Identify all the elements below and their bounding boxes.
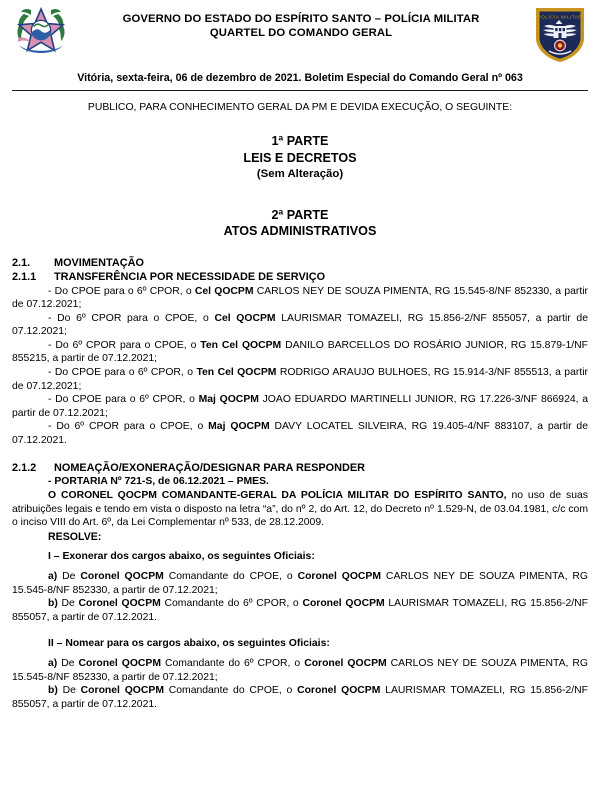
transfer-item bbox=[12, 420, 588, 447]
transfer-item-rank: Cel QOCPM bbox=[214, 312, 276, 324]
portaria-preamble-legal-basis: no uso de suas atribuições legais e tendo em vista o disposto na letra “a”, do nº 2, do Art. 12, do Decreto nº 1.529-N, de 03.04.1981, c/c com o inciso VIII do Art. 6º, da Lei Complementar nº 533, de 28.12.2009. bbox=[12, 490, 588, 529]
transfer-item-rank: Maj QOCPM bbox=[198, 394, 259, 406]
section-2-1-2-heading bbox=[12, 461, 588, 476]
transfer-item-prefix: - Do 6º CPOR para o CPOE, o bbox=[48, 421, 209, 433]
part-1-block bbox=[12, 133, 588, 183]
portaria-reference: - PORTARIA Nº 721-S, de 06.12.2021 – PMES. bbox=[48, 476, 269, 488]
transfer-item-rest: JOAO EDUARDO MARTINELLI JUNIOR, RG 17.226-3/NF 866924, a partir de 07.12.2021; bbox=[12, 394, 589, 419]
transfer-item-rest: CARLOS NEY DE SOUZA PIMENTA, RG 15.545-8/NF 852330, a partir de 07.12.2021; bbox=[12, 285, 588, 311]
appointment-item-rank-from: Coronel QOCPM bbox=[78, 658, 161, 670]
transfer-item-prefix: - Do CPOE para o 6º CPOR, o bbox=[48, 367, 197, 379]
exoneration-item-rest: LAURISMAR TOMAZELI, RG 15.856-2/NF 855057, a partir de 07.12.2021. bbox=[12, 598, 588, 623]
brasao-espirito-santo-icon bbox=[12, 4, 70, 62]
exoneration-item-mid1: De bbox=[57, 598, 79, 610]
exoneration-item-rank-officer: Coronel QOCPM bbox=[302, 598, 385, 610]
exoneration-item bbox=[12, 597, 588, 624]
section-2-1-2 bbox=[12, 461, 588, 712]
transfer-item-rank: Ten Cel QOCPM bbox=[196, 367, 277, 379]
transfer-item bbox=[12, 339, 588, 366]
svg-text:POLÍCIA MILITAR: POLÍCIA MILITAR bbox=[537, 14, 583, 20]
masthead-titles bbox=[70, 4, 532, 40]
spacer bbox=[12, 448, 588, 461]
policia-militar-shield-icon bbox=[532, 4, 588, 64]
section-2-1 bbox=[12, 256, 588, 448]
section-2-1-1-title: TRANSFERÊNCIA POR NECESSIDADE DE SERVIÇO bbox=[54, 271, 326, 283]
part-2-title: ATOS ADMINISTRATIVOS bbox=[223, 224, 377, 238]
group-I-heading: I – Exonerar dos cargos abaixo, os seguintes Oficiais: bbox=[48, 550, 315, 562]
transfer-item bbox=[12, 393, 588, 420]
part-1-note: (Sem Alteração) bbox=[256, 168, 344, 180]
masthead bbox=[12, 0, 588, 66]
transfer-item bbox=[12, 285, 588, 312]
appointment-item bbox=[12, 657, 588, 684]
spacer bbox=[12, 624, 588, 637]
appointment-item-letter: a) bbox=[48, 658, 58, 670]
appointment-item-mid2: Comandante do 6º CPOR, o bbox=[161, 658, 305, 670]
exoneration-item-rank-from: Coronel QOCPM bbox=[80, 570, 164, 582]
part-1-title: LEIS E DECRETOS bbox=[243, 150, 357, 165]
exoneration-item-rank-officer: Coronel QOCPM bbox=[297, 570, 382, 582]
transfer-item-rest: DAVY LOCATEL SILVEIRA, RG 19.405-4/NF 883107, a partir de 07.12.2021. bbox=[12, 421, 588, 447]
part-2-block bbox=[12, 207, 588, 240]
exoneration-item-mid2: Comandante do CPOE, o bbox=[163, 570, 298, 582]
appointment-item-rank-officer: Coronel QOCPM bbox=[297, 685, 381, 697]
appointment-item-mid1: De bbox=[57, 685, 81, 697]
section-2-1-2-title: NOMEAÇÃO/EXONERAÇÃO/DESIGNAR PARA RESPONDER bbox=[54, 461, 366, 474]
transfer-item-prefix: - Do 6º CPOR para o CPOE, o bbox=[48, 312, 215, 324]
exoneration-item-rank-from: Coronel QOCPM bbox=[78, 598, 161, 610]
appointment-item-rank-from: Coronel QOCPM bbox=[80, 685, 164, 697]
appointment-item-mid2: Comandante do CPOE, o bbox=[163, 685, 298, 697]
exoneration-item-mid1: De bbox=[57, 570, 81, 582]
part-1-number: 1ª PARTE bbox=[271, 134, 329, 148]
part-2-number: 2ª PARTE bbox=[271, 207, 329, 222]
exoneration-item-mid2: Comandante do 6º CPOR, o bbox=[160, 598, 303, 610]
transfer-item bbox=[12, 312, 588, 339]
resolve-label: RESOLVE: bbox=[48, 530, 102, 543]
exoneration-item-letter: b) bbox=[48, 598, 58, 610]
transfer-item-rank: Maj QOCPM bbox=[208, 421, 270, 433]
section-2-1-2-number: 2.1.2 bbox=[12, 461, 37, 474]
exoneration-item-rest: CARLOS NEY DE SOUZA PIMENTA, RG 15.545-8/NF 852330, a partir de 07.12.2021; bbox=[12, 570, 588, 596]
portaria-preamble bbox=[12, 489, 588, 530]
section-2-1-number: 2.1. bbox=[12, 256, 31, 269]
appointment-item-rest: CARLOS NEY DE SOUZA PIMENTA, RG 15.545-8/NF 852330, a partir de 07.12.2021; bbox=[12, 658, 588, 683]
section-2-1-title: MOVIMENTAÇÃO bbox=[54, 256, 144, 269]
appointment-item-rank-officer: Coronel QOCPM bbox=[304, 658, 387, 670]
transfer-item bbox=[12, 366, 588, 393]
section-2-1-1-number: 2.1.1 bbox=[12, 271, 37, 283]
portaria-preamble-authority: O CORONEL QOCPM COMANDANTE-GERAL DA POLÍCIA MILITAR DO ESPÍRITO SANTO, bbox=[48, 490, 507, 502]
transfer-item-rest: DANILO BARCELLOS DO ROSÁRIO JUNIOR, RG 15.879-1/NF 855215, a partir de 07.12.2021; bbox=[12, 339, 588, 365]
appointment-item bbox=[12, 684, 588, 711]
transfer-item-rest: RODRIGO ARAUJO BULHOES, RG 15.914-3/NF 855513, a partir de 07.12.2021; bbox=[12, 367, 588, 392]
header-title-line-1: GOVERNO DO ESTADO DO ESPÍRITO SANTO – POLÍCIA MILITAR bbox=[122, 13, 480, 25]
section-2-1-1-heading bbox=[12, 270, 588, 285]
transfer-item-prefix: - Do CPOE para o 6º CPOR, o bbox=[48, 394, 199, 406]
transfer-item-prefix: - Do CPOE para o 6º CPOR, o bbox=[48, 285, 195, 297]
transfer-item-prefix: - Do 6º CPOR para o CPOE, o bbox=[48, 339, 201, 351]
appointment-item-mid1: De bbox=[57, 658, 79, 670]
group-II-heading: II – Nomear para os cargos abaixo, os seguintes Oficiais: bbox=[48, 638, 330, 650]
appointment-item-rest: LAURISMAR TOMAZELI, RG 15.856-2/NF 855057, a partir de 07.12.2021. bbox=[12, 685, 588, 711]
exoneration-item-letter: a) bbox=[48, 570, 58, 582]
section-2-1-heading bbox=[12, 256, 588, 271]
transfer-item-rank: Ten Cel QOCPM bbox=[200, 339, 282, 351]
header-title-line-2: QUARTEL DO COMANDO GERAL bbox=[209, 27, 393, 39]
appointment-item-letter: b) bbox=[48, 685, 58, 697]
header-divider bbox=[12, 90, 588, 91]
transfer-item-rest: LAURISMAR TOMAZELI, RG 15.856-2/NF 855057, a partir de 07.12.2021; bbox=[12, 312, 588, 338]
bulletin-dateline: Vitória, sexta-feira, 06 de dezembro de 2021. Boletim Especial do Comando Geral nº 063 bbox=[77, 72, 523, 84]
publication-lead-text: PUBLICO, PARA CONHECIMENTO GERAL DA PM E DEVIDA EXECUÇÃO, O SEGUINTE: bbox=[87, 102, 513, 113]
exoneration-item bbox=[12, 570, 588, 597]
transfer-item-rank: Cel QOCPM bbox=[194, 285, 254, 297]
